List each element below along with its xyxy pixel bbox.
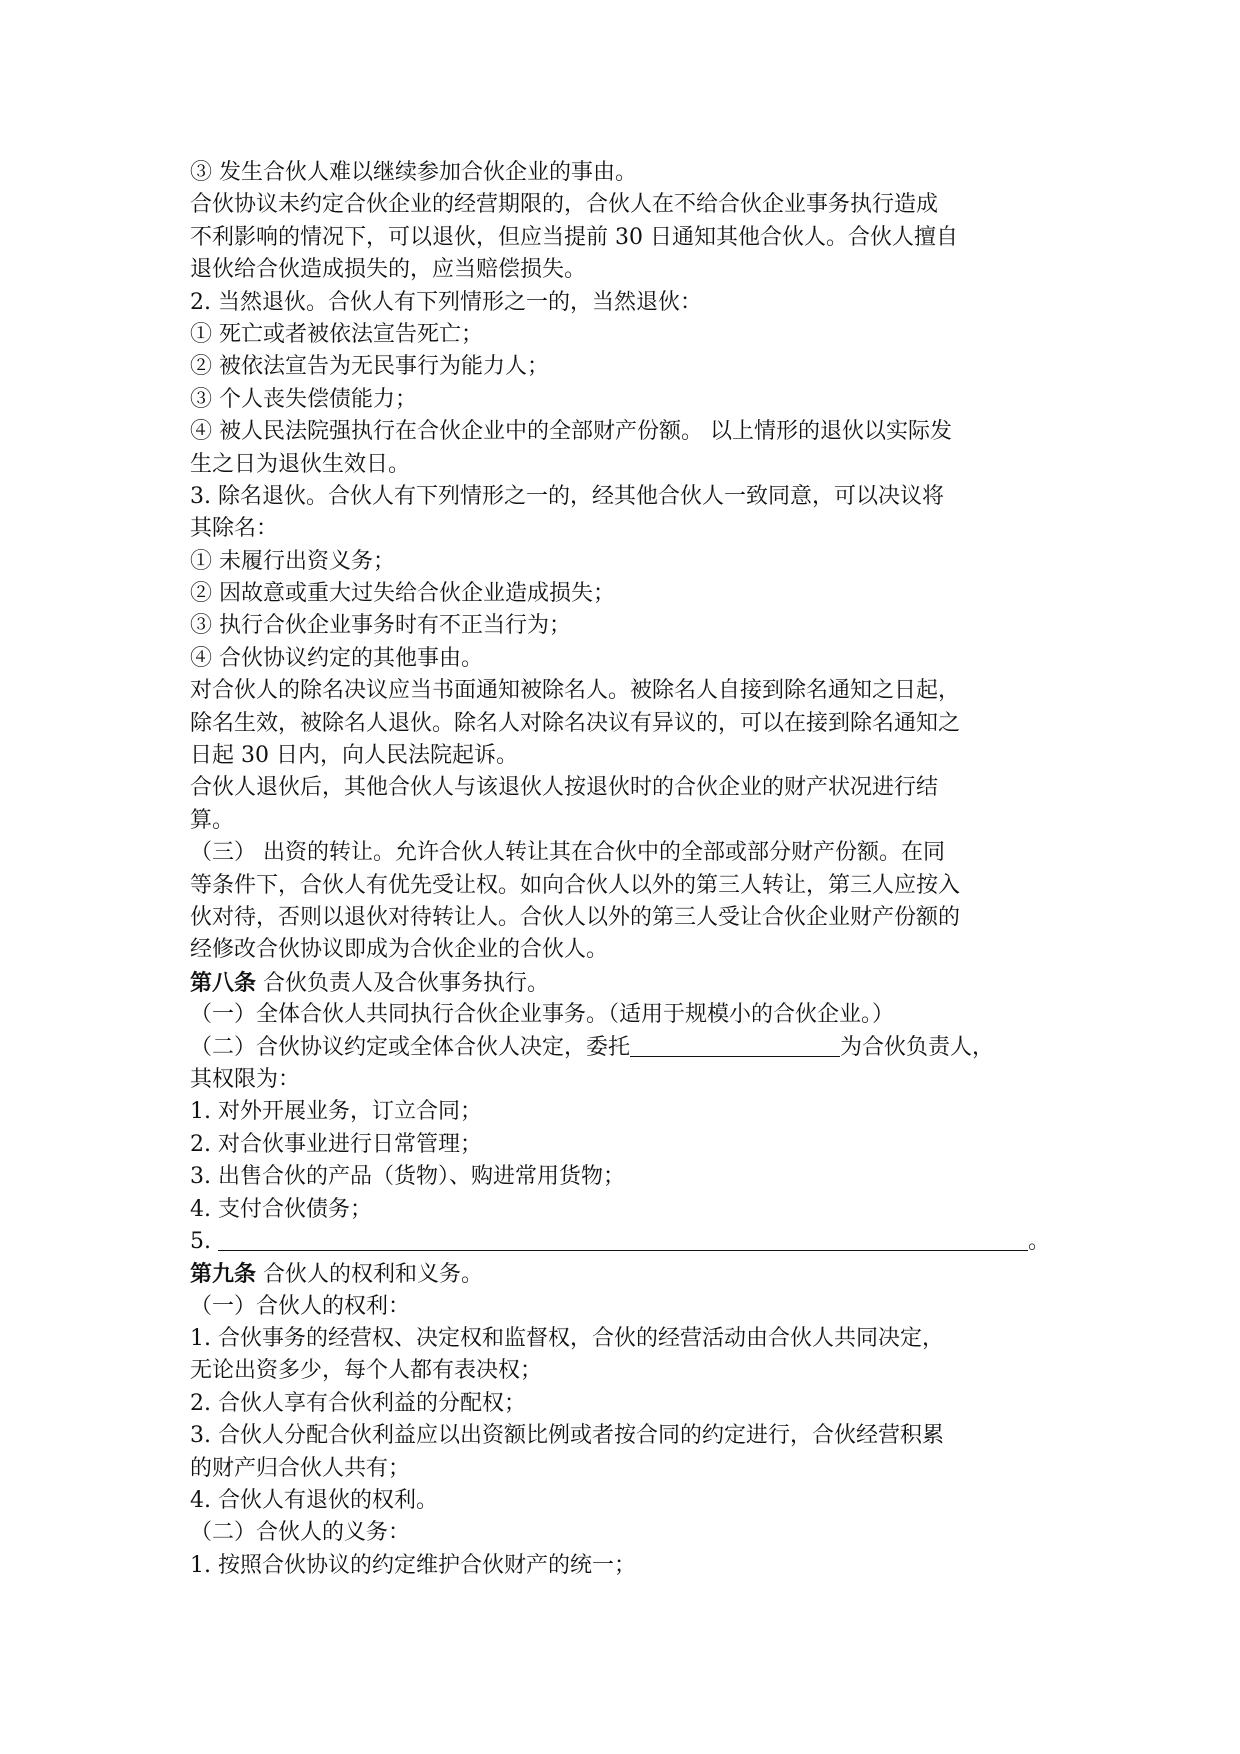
power-item: 4. 支付合伙债务； (190, 1196, 372, 1222)
power-5-prefix: 5. (190, 1228, 218, 1254)
text-line: 合伙协议未约定合伙企业的经营期限的，合伙人在不给合伙企业事务执行造成 (190, 192, 939, 218)
text-line: 合伙人退伙后，其他合伙人与该退伙人按退伙时的合伙企业的财产状况进行结 (190, 775, 939, 801)
text-line: 算。 (190, 807, 235, 833)
text-line: 对合伙人的除名决议应当书面通知被除名人。被除名人自接到除名通知之日起， (190, 678, 961, 704)
rights-line: 3. 合伙人分配合伙利益应以出资额比例或者按合同的约定进行，合伙经营积累 (190, 1423, 944, 1449)
text-line: 2. 当然退伙。合伙人有下列情形之一的，当然退伙： (190, 289, 702, 315)
power-item: 2. 对合伙事业进行日常管理； (190, 1131, 482, 1157)
item-2-suffix: 为合伙负责人， (840, 1034, 995, 1060)
text-line: 等条件下，合伙人有优先受让权。如向合伙人以外的第三人转让，第三人应按入 (190, 872, 961, 898)
power-5-blank (218, 1228, 1028, 1251)
text-line: ① 未履行出资义务； (190, 548, 395, 574)
power-item: 3. 出售合伙的产品（货物）、购进常用货物； (190, 1164, 625, 1190)
text-line: ④ 合伙协议约定的其他事由。 (190, 645, 483, 671)
article-8-item-1: （一）全体合伙人共同执行合伙企业事务。（适用于规模小的合伙企业。） (190, 1002, 895, 1028)
text-line: 其除名： (190, 516, 279, 542)
document-page (190, 157, 1070, 1582)
rights-title: （一）合伙人的权利： (190, 1293, 411, 1319)
text-line: 经修改合伙协议即成为合伙企业的合伙人。 (190, 937, 609, 963)
power-5-suffix: 。 (1027, 1228, 1050, 1254)
article-9-number: 第九条 (190, 1261, 257, 1288)
text-line: 退伙给合伙造成损失的，应当赔偿损失。 (190, 257, 587, 283)
text-line: ③ 个人丧失偿债能力； (190, 386, 417, 412)
text-line: ④ 被人民法院强执行在合伙企业中的全部财产份额。 以上情形的退伙以实际发 (190, 419, 952, 445)
rights-line: 2. 合伙人享有合伙利益的分配权； (190, 1390, 526, 1416)
article-8-title: 合伙负责人及合伙事务执行。 (256, 970, 550, 996)
rights-line: 1. 合伙事务的经营权、决定权和监督权，合伙的经营活动由合伙人共同决定， (190, 1326, 944, 1352)
article-8-number: 第八条 (190, 969, 257, 996)
article-9-title: 合伙人的权利和义务。 (256, 1262, 484, 1288)
text-line: ③ 发生合伙人难以继续参加合伙企业的事由。 (190, 160, 637, 185)
text-line: ① 死亡或者被依法宣告死亡； (190, 321, 483, 347)
text-line: ③ 执行合伙企业事务时有不正当行为； (190, 613, 571, 639)
article-8-heading-line (190, 967, 1070, 999)
rights-line: 的财产归合伙人共有； (190, 1455, 411, 1481)
rights-line: 4. 合伙人有退伙的权利。 (190, 1488, 438, 1514)
text-line: 日起 30 日内，向人民法院起诉。 (190, 743, 518, 769)
article-8-item-2 (190, 1032, 1070, 1064)
article-8-item-2-cont: 其权限为： (190, 1066, 301, 1092)
text-line: 生之日为退伙生效日。 (190, 451, 411, 477)
power-item: 1. 对外开展业务，订立合同； (190, 1099, 482, 1125)
text-line: 3. 除名退伙。合伙人有下列情形之一的，经其他合伙人一致同意，可以决议将 (190, 483, 944, 509)
rights-line: 无论出资多少，每个人都有表决权； (190, 1358, 543, 1384)
text-line: ② 被依法宣告为无民事行为能力人； (190, 354, 549, 380)
text-line: （三） 出资的转让。允许合伙人转让其在合伙中的全部或部分财产份额。在同 (190, 840, 945, 866)
article-9-heading-line (190, 1258, 1070, 1290)
item-2-text: （二）合伙协议约定或全体合伙人决定，委托 (190, 1034, 631, 1060)
text-line: ② 因故意或重大过失给合伙企业造成损失； (190, 581, 615, 607)
text-line: 伙对待，否则以退伙对待转让人。合伙人以外的第三人受让合伙企业财产份额的 (190, 904, 961, 930)
text-line: 除名生效，被除名人退伙。除名人对除名决议有异议的，可以在接到除名通知之 (190, 710, 961, 736)
duties-title: （二）合伙人的义务： (190, 1520, 411, 1546)
text-line: 不利影响的情况下，可以退伙，但应当提前 30 日通知其他合伙人。合伙人擅自 (190, 224, 958, 250)
power-item-5 (190, 1226, 1070, 1258)
duties-line: 1. 按照合伙协议的约定维护合伙财产的统一； (190, 1552, 636, 1578)
responsible-person-blank (630, 1034, 840, 1057)
